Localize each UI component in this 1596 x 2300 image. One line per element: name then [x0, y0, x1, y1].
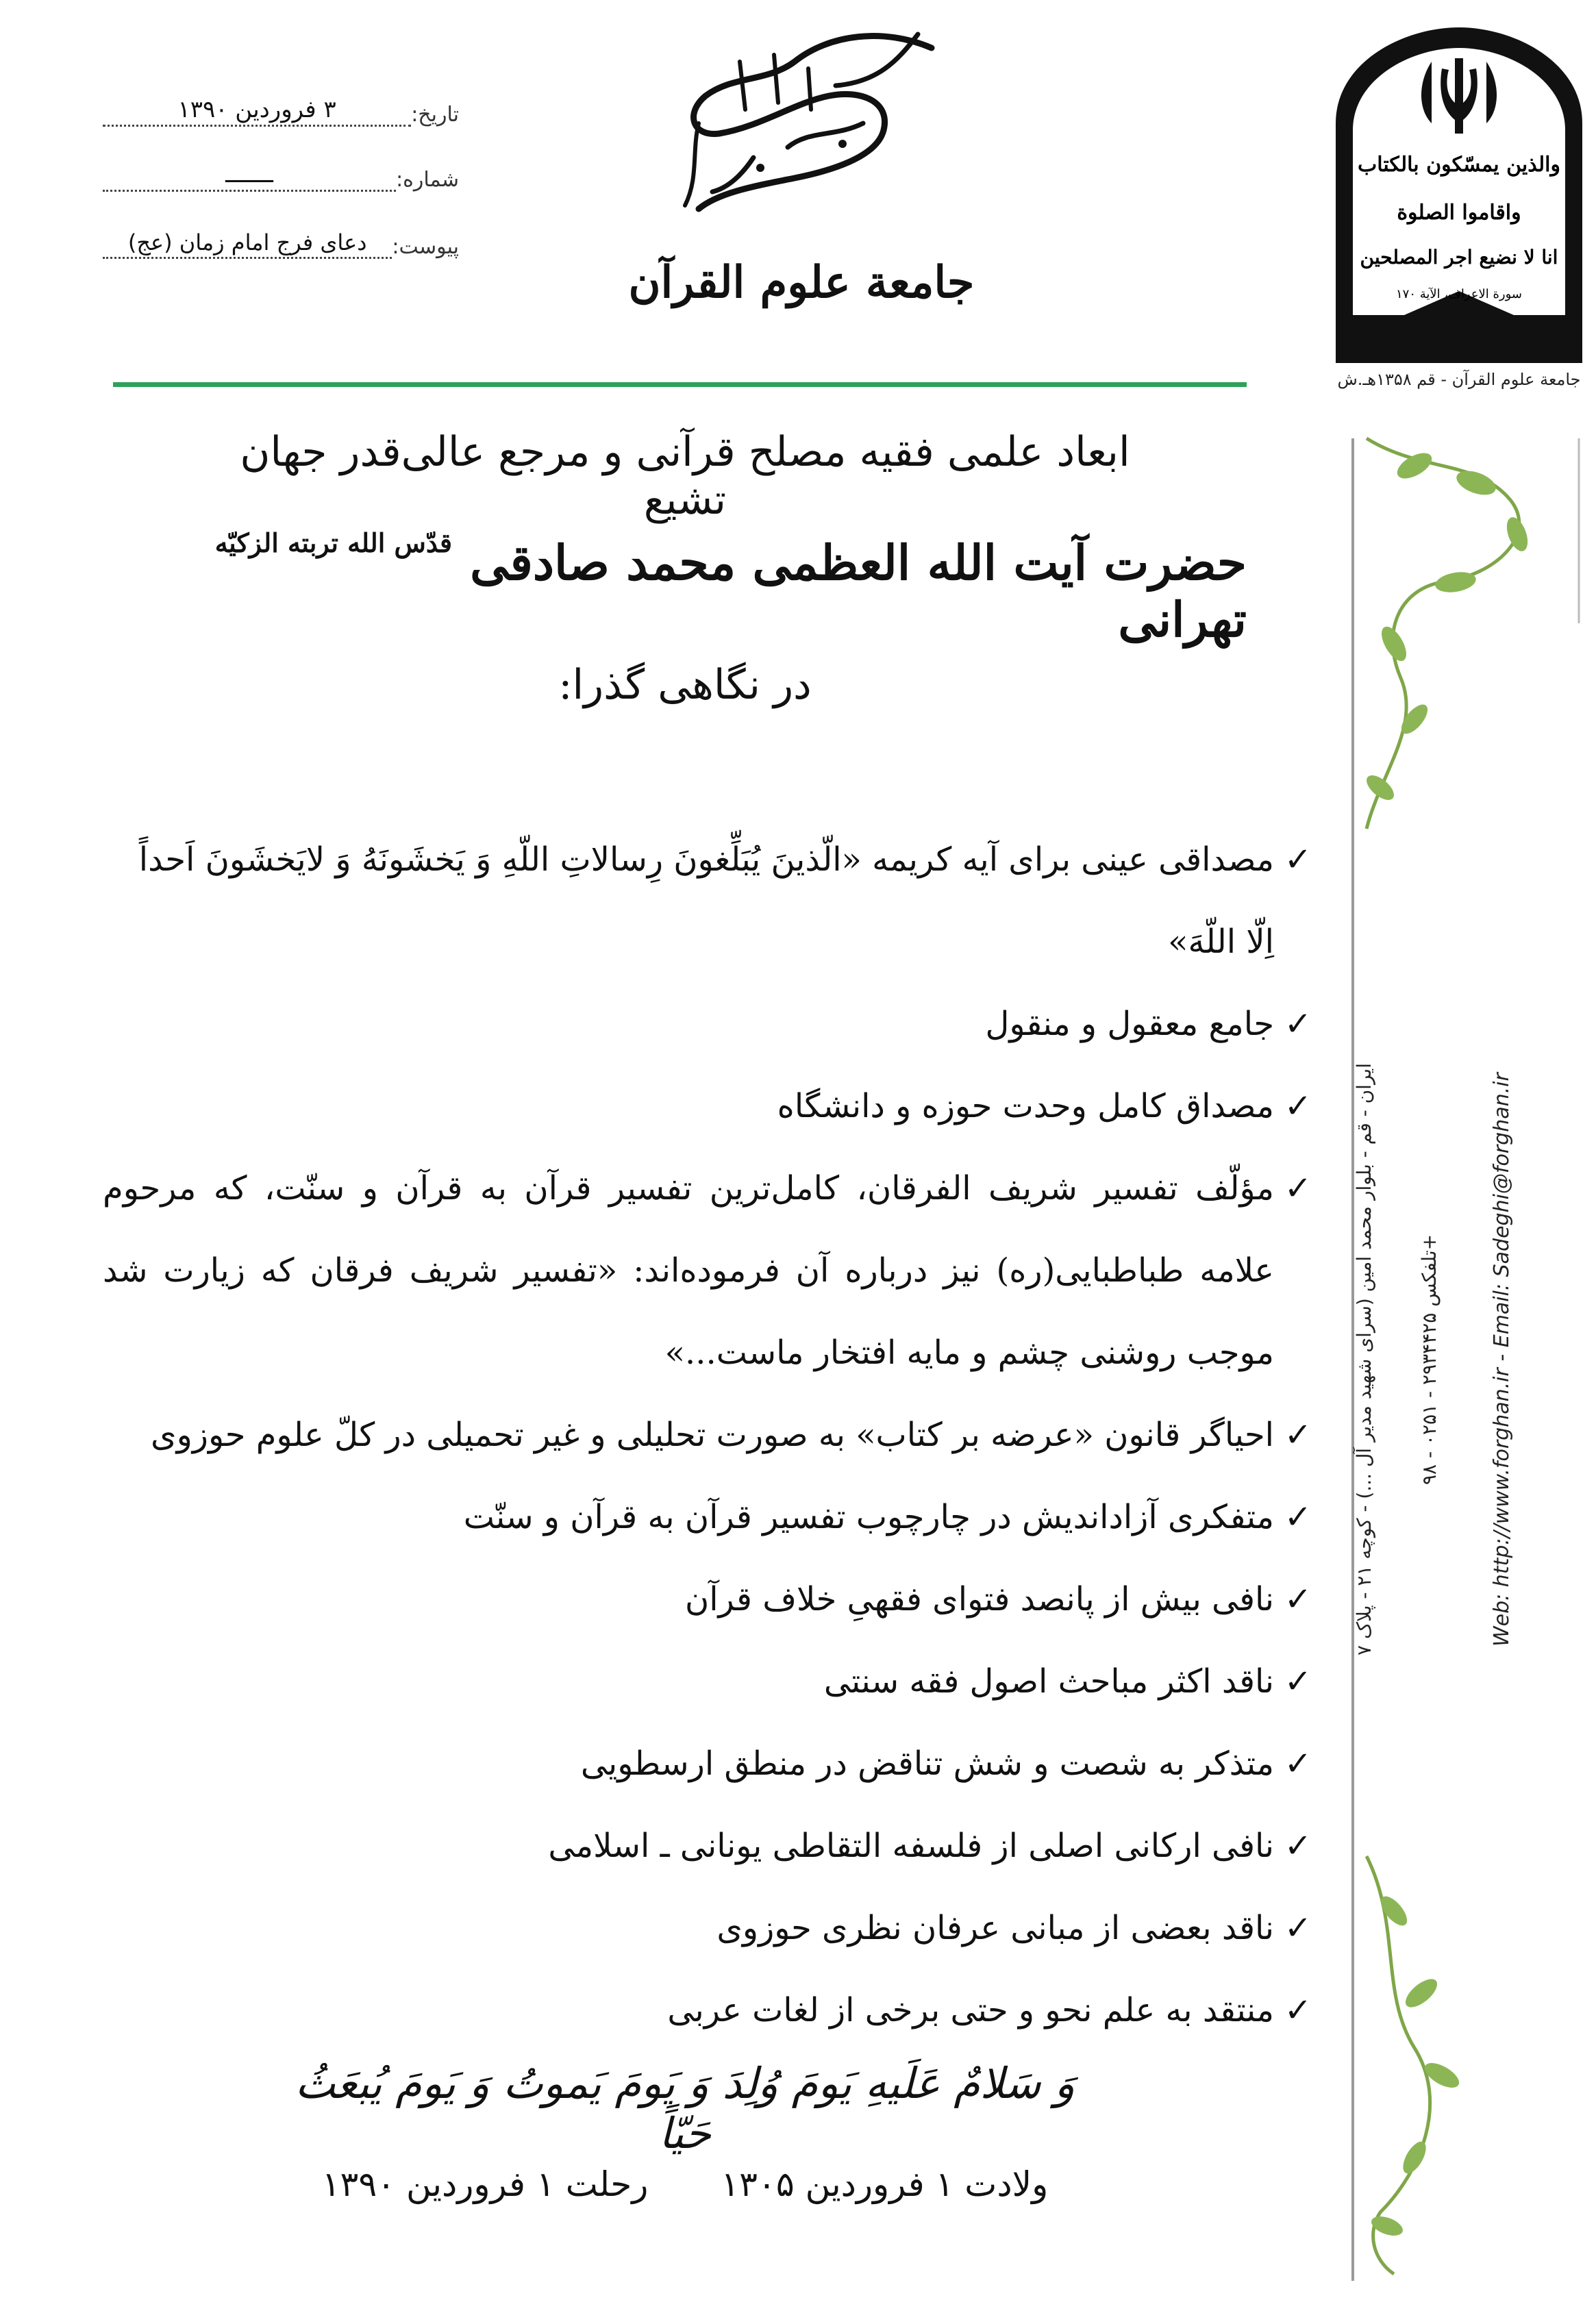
list-item [103, 983, 1322, 1065]
title-line-1: ابعاد علمی فقیه مصلح قرآنی و مرجع عالی‌قدر جهان تشیع [240, 428, 1130, 524]
date-value: ۳ فروردین ۱۳۹۰ [103, 96, 411, 127]
list-item [103, 1065, 1322, 1147]
list-item-text: مصداق کامل وحدت حوزه و دانشگاه [777, 1087, 1274, 1125]
contact-web-email: Web: http://www.forghan.ir - Email: Sadeghi@forghan.ir [1490, 1073, 1514, 1647]
list-item [103, 1805, 1322, 1887]
checkmark-icon: ✓ [1284, 1745, 1312, 1783]
death-date: رحلت ۱ فروردین ۱۳۹۰ [321, 2164, 649, 2204]
emblem-verse-ref: سورة الاعراف، الآیة ۱۷۰ [1395, 287, 1523, 301]
organization-name: جامعة علوم القرآن [628, 257, 975, 308]
list-item [103, 1476, 1322, 1558]
checkmark-icon: ✓ [1284, 1169, 1312, 1208]
checkmark-icon: ✓ [1284, 1991, 1312, 2029]
number-value: ـــــــ [103, 161, 396, 192]
contact-phone: تلفکس ۲۹۳۴۴۲۵ - ۰۲۵۱ - ۹۸+ [1418, 1234, 1441, 1486]
checkmark-icon: ✓ [1284, 840, 1312, 879]
checkmark-icon: ✓ [1284, 1580, 1312, 1618]
list-item-text: جامع معقول و منقول [985, 1005, 1274, 1043]
checkmark-icon: ✓ [1284, 1909, 1312, 1947]
institution-emblem [1329, 21, 1589, 370]
list-item-text: ناقد اکثر مباحث اصول فقه سنتی [823, 1662, 1274, 1701]
emblem-caption: جامعة علوم القرآن - قم ۱۳۵۸هـ.ش [1337, 370, 1581, 389]
number-row [103, 161, 459, 192]
date-label: تاریخ: [411, 103, 459, 127]
list-item-text: ناقد بعضی از مبانی عرفان نظری حوزوی [716, 1909, 1274, 1947]
title-honorific: قدّس الله تربته الزکیّه [214, 527, 452, 558]
list-item-text: متفکری آزاداندیش در چارچوب تفسیر قرآن به قرآن و سنّت [463, 1498, 1274, 1536]
closing-verse: وَ سَلامٌ عَلَیهِ یَومَ وُلِدَ وَ یَومَ یَموتُ وَ یَومَ یُبعَثُ حَیّاً [295, 2058, 1075, 2158]
list-item-text: متذکر به شصت و شش تناقض در منطق ارسطویی [580, 1745, 1274, 1783]
checkmark-icon: ✓ [1284, 1005, 1312, 1043]
list-item [103, 1887, 1322, 1969]
list-item [103, 1147, 1322, 1394]
contact-strip [1353, 904, 1596, 1815]
list-item-text: منتقد به علم نحو و حتی برخی از لغات عربی [667, 1991, 1274, 2029]
header-divider [113, 382, 1247, 387]
list-item-text: مؤلّف تفسیر شریف الفرقان، کامل‌ترین تفسیر قرآن به قرآن و سنّت، که مرحوم علامه طباطبایی(ره) نیز درباره آن فرموده‌اند: «تفسیر شریف فرقان که زیارت شد موجب روشنی چشم و مایه افتخار ماست...» [103, 1169, 1274, 1372]
list-item-text: احیاگر قانون «عرضه بر کتاب» به صورت تحلیلی و غیر تحمیلی در کلّ علوم حوزوی [151, 1416, 1274, 1454]
list-item-text: نافی ارکانی اصلی از فلسفه التقاطی یونانی ـ اسلامی [548, 1827, 1274, 1865]
title-line-2: حضرت آیت الله العظمی محمد صادقی تهرانی [470, 534, 1247, 648]
list-item [103, 1969, 1322, 2051]
attributes-list [103, 818, 1322, 2051]
basmala-calligraphy [658, 21, 945, 219]
emblem-verse-3: انا لا نضیع اجر المصلحین [1360, 246, 1558, 268]
checkmark-icon: ✓ [1284, 1416, 1312, 1454]
emblem-verse-2: واقاموا الصلوة [1397, 201, 1521, 225]
list-item [103, 1394, 1322, 1476]
list-item-text: مصداقی عینی برای آیه کریمه «الّذینَ یُبَلِّغونَ رِسالاتِ اللّهِ وَ یَخشَونَهُ وَ لایَخشَونَ اَحداً اِلّا اللّهَ» [138, 840, 1274, 961]
title-line-3: در نگاهی گذرا: [558, 661, 812, 709]
attachment-label: پیوست: [392, 235, 459, 259]
checkmark-icon: ✓ [1284, 1662, 1312, 1701]
birth-date: ولادت ۱ فروردین ۱۳۰۵ [721, 2164, 1049, 2204]
number-label: شماره: [396, 168, 459, 192]
emblem-verse-1: والذین یمسّکون بالکتاب [1358, 153, 1560, 177]
list-item [103, 818, 1322, 983]
list-item-text: نافی بیش از پانصد فتوای فقهیِ خلاف قرآن [684, 1580, 1274, 1618]
list-item [103, 1723, 1322, 1805]
date-row [103, 96, 459, 127]
attachment-value: دعای فرج امام زمان (عج) [103, 229, 392, 259]
checkmark-icon: ✓ [1284, 1498, 1312, 1536]
contact-address: ایران - قم - بلوار محمد امین (سرای شهید مدیر آل ...) - کوچه ۲۱ - پلاک ۷ [1353, 1063, 1375, 1656]
list-item [103, 1558, 1322, 1640]
attachment-row [103, 229, 459, 259]
life-dates [274, 2164, 1096, 2204]
checkmark-icon: ✓ [1284, 1827, 1312, 1865]
checkmark-icon: ✓ [1284, 1087, 1312, 1125]
list-item [103, 1640, 1322, 1723]
